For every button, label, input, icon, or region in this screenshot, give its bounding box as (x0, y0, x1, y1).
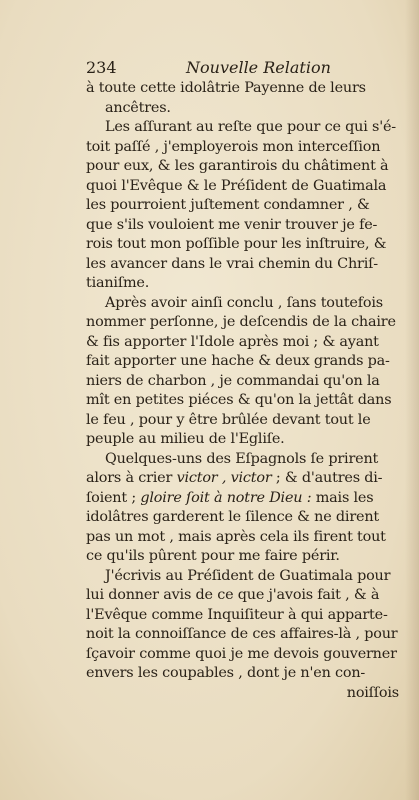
text-line: pour eux, & les garantirois du châtiment à (86, 158, 389, 174)
text-line: lui donner avis de ce que j'avois fait , & à (86, 587, 380, 603)
text-line (86, 469, 401, 489)
text-segment: alors à crier (86, 470, 177, 486)
paragraph-start-line: Les aſſurant au reſte que pour ce qui s'é- (105, 119, 396, 135)
text-line: tianiſme. (86, 275, 150, 291)
text-segment: ſoient ; (86, 489, 141, 506)
text-line: fait apporter une hache & deux grands pa- (86, 353, 390, 369)
page-header (86, 58, 386, 80)
text-line: l'Evêque comme Inquiſiteur à qui apparte- (86, 606, 388, 623)
text-line: envers les coupables , dont je n'en con- (86, 665, 366, 681)
body-text (86, 79, 401, 703)
text-line: les avancer dans le vrai chemin du Chriſ- (86, 255, 378, 272)
italic-quote: victor , victor (176, 470, 272, 486)
text-line: niers de charbon , je commandai qu'on la (86, 372, 380, 389)
text-line: peuple au milieu de l'Egliſe. (86, 431, 285, 447)
text-line: le feu , pour y être brûlée devant tout le (86, 411, 371, 428)
text-line: toit paſſé , j'employerois mon interceſſion (86, 138, 381, 155)
text-line: idolâtres garderent le ſilence & ne dirent (86, 509, 379, 525)
text-line: noit la connoiſſance de ces affaires-là , pour (86, 626, 398, 642)
text-line: & fis apporter l'Idole après moi ; & ayant (86, 333, 379, 350)
text-line: à toute cette idolâtrie Payenne de leurs (86, 80, 366, 96)
text-segment: mais les (311, 489, 374, 506)
text-line: mît en petites piéces & qu'on la jettât dans (86, 392, 392, 408)
italic-quote: gloire ſoit à notre Dieu : (140, 489, 312, 506)
text-line: rois tout mon poſſible pour les inſtruire, & (86, 236, 387, 252)
text-line (86, 489, 401, 509)
text-line: quoi l'Evêque & le Préſident de Guatimala (86, 177, 387, 194)
text-line: ce qu'ils pûrent pour me faire périr. (86, 548, 340, 564)
text-line: les pourroient juſtement condamner , & (86, 197, 370, 213)
text-line: ancêtres. (105, 99, 171, 116)
text-segment: ; & d'autres di- (271, 470, 383, 486)
paragraph-start-line: J'écrivis au Préſident de Guatimala pour (105, 567, 391, 584)
text-line: nommer perſonne, je deſcendis de la chaire (86, 314, 396, 330)
text-line: pas un mot , mais après cela ils firent tout (86, 528, 386, 545)
paragraph-start-line: Quelques-uns des Eſpagnols ſe prirent (105, 450, 379, 467)
paragraph-start-line: Après avoir ainſi conclu , ſans toutefois (105, 294, 383, 311)
text-line: ſçavoir comme quoi je me devois gouverner (86, 645, 397, 662)
running-title: Nouvelle Relation (186, 58, 331, 77)
catchword: noiſſois (346, 684, 399, 701)
page-number: 234 (86, 58, 117, 77)
text-line: que s'ils vouloient me venir trouver je fe- (86, 216, 378, 233)
